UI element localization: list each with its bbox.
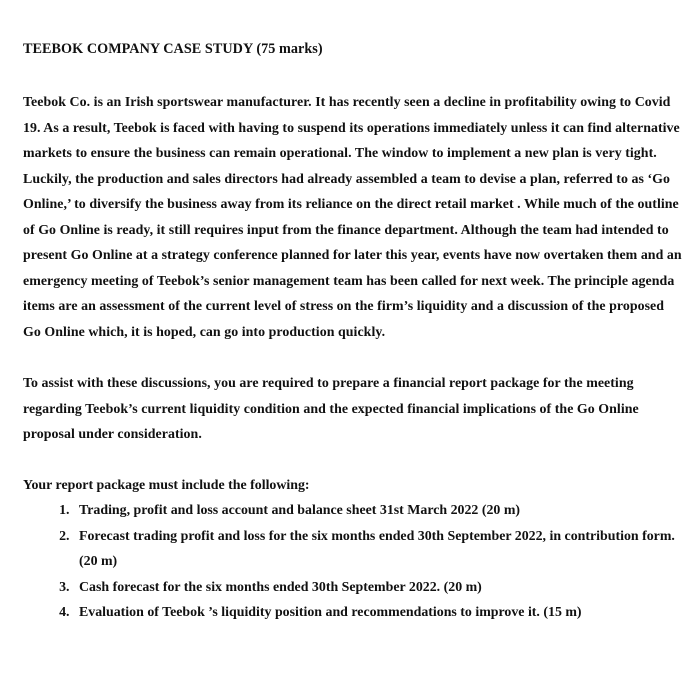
requirements-list	[23, 498, 682, 626]
list-item: 2. Forecast trading profit and loss for the six months ended 30th September 2022, in contribution form. (20 m)	[73, 524, 682, 575]
task-paragraph: To assist with these discussions, you are required to prepare a financial report package for the meeting regarding Teebok’s current liquidity condition and the expected financial implications of the Go Online proposal under consideration.	[23, 376, 639, 442]
intro-paragraph: Teebok Co. is an Irish sportswear manufacturer. It has recently seen a decline in profitability owing to Covid 19. As a result, Teebok is faced with having to suspend its operations immediately unless it can find alternative markets to ensure the business can remain operational. The window to implement a new plan is very tight. Luckily, the production and sales directors had already assembled a team to devise a plan, referred to as ‘Go Online,’ to diversify the business away from its reliance on the direct retail market . While much of the outline of Go Online is ready, it still requires input from the finance department. Although the team had intended to present Go Online at a strategy conference planned for later this year, events have now overtaken them and an emergency meeting of Teebok’s senior management team has been called for next week. The principle agenda items are an assessment of the current level of stress on the firm’s liquidity and a discussion of the proposed Go Online which, it is hoped, can go into production quickly.	[23, 95, 682, 340]
case-study-title: TEEBOK COMPANY CASE STUDY (75 marks)	[23, 41, 323, 57]
list-item: 4. Evaluation of Teebok ’s liquidity position and recommendations to improve it. (15 m)	[73, 600, 682, 626]
list-item: 1. Trading, profit and loss account and balance sheet 31st March 2022 (20 m)	[73, 498, 682, 524]
list-item: 3. Cash forecast for the six months ended 30th September 2022. (20 m)	[73, 575, 682, 601]
list-intro: Your report package must include the following:	[23, 477, 310, 493]
